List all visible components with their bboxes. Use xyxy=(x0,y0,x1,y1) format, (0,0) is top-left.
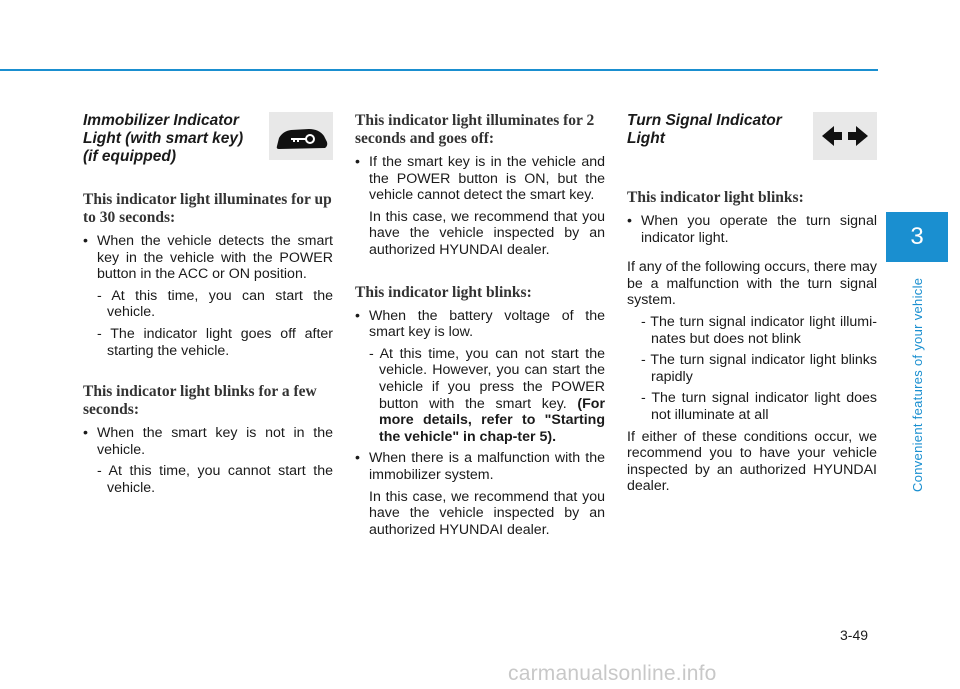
subheading: This indicator light blinks for a few seconds: xyxy=(83,383,317,419)
column-turn-signal xyxy=(627,112,877,495)
list-item: • When the battery voltage of the smart key is low. xyxy=(355,308,605,341)
list-item: • When the vehicle detects the smart key in the vehicle with the POWER button in the ACC or ON position. xyxy=(83,233,333,283)
subheading: This indicator light illuminates for up to 30 seconds: xyxy=(83,191,332,226)
list-item: - At this time, you can not start the vehicle. However, you can start the vehicle if you press the POWER button with the smart key. (For more details, refer to "Starting the vehicle" in chap-ter 5). xyxy=(369,345,605,445)
paragraph: If either of these conditions occur, we recommend you to have your vehicle inspected by an authorized HYUNDAI dealer. xyxy=(627,428,877,495)
column-immobilizer-continued xyxy=(355,112,605,538)
page-number: 3-49 xyxy=(840,627,869,643)
list-item: - The turn signal indicator light does not illuminate at all xyxy=(641,390,877,423)
section-heading-immobilizer: Immobilizer Indicator Light (with smart key) (if equipped) xyxy=(83,112,244,165)
list-item: - At this time, you can start the vehicle. xyxy=(97,287,333,321)
subheading: This indicator light blinks: xyxy=(355,283,532,301)
paragraph: If any of the following occurs, there may be a malfunction with the turn signal system. xyxy=(627,259,877,309)
list-item: - The indicator light goes off after starting the vehicle. xyxy=(97,325,333,359)
chapter-title-vertical: Convenient features of your vehicle xyxy=(910,277,925,492)
paragraph: In this case, we recommend that you have the vehicle inspected by an authorized HYUNDAI dealer. xyxy=(369,488,605,538)
top-rule xyxy=(0,69,878,71)
chapter-number: 3 xyxy=(910,223,924,250)
watermark: carmanualsonline.info xyxy=(508,662,717,685)
list-item: - The turn signal indicator light blinks rapidly xyxy=(641,352,877,385)
list-item: - At this time, you cannot start the vehicle. xyxy=(97,463,333,496)
column-immobilizer xyxy=(83,112,333,497)
list-item: • When the smart key is not in the vehicle. xyxy=(83,425,333,458)
list-item: • If the smart key is in the vehicle and the POWER button is ON, but the vehicle cannot detect the smart key. xyxy=(355,154,605,204)
subheading: This indicator light blinks: xyxy=(627,189,804,206)
list-item: • When you operate the turn signal indicator light. xyxy=(627,213,877,246)
cross-reference: (For more details, refer to "Starting the vehicle" in chap-ter 5). xyxy=(379,395,605,445)
paragraph: In this case, we recommend that you have the vehicle inspected by an authorized HYUNDAI dealer. xyxy=(369,208,605,258)
list-item: • When there is a malfunction with the immobilizer system. xyxy=(355,450,605,483)
list-item: - The turn signal indicator light illumi-nates but does not blink xyxy=(641,313,877,347)
subheading: This indicator light illuminates for 2 seconds and goes off: xyxy=(355,112,595,147)
section-heading-turn-signal: Turn Signal Indicator Light xyxy=(627,112,782,147)
